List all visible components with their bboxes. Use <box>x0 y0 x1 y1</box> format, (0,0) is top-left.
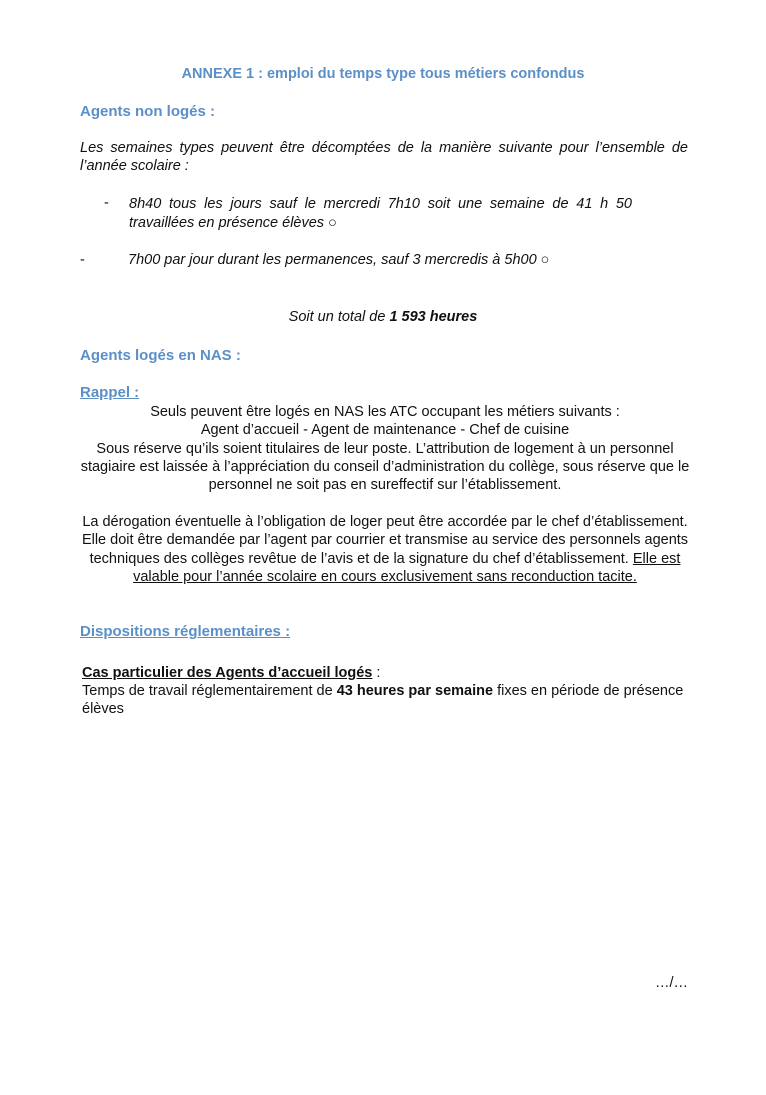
total-value: 1 593 heures <box>389 309 478 325</box>
page-title: ANNEXE 1 : emploi du temps type tous métiers confondus <box>181 66 585 82</box>
section-heading-agents-non-loges: Agents non logés : <box>80 103 215 120</box>
rappel-line: Seuls peuvent être logés en NAS les ATC occupant les métiers suivants : <box>150 404 620 420</box>
total-line <box>0 309 766 325</box>
cas-heading-suffix: : <box>372 665 381 681</box>
bullet-item: 8h40 tous les jours sauf le mercredi 7h10 soit une semaine de 41 h 50 travaillées en présence élèves ○ <box>129 196 632 231</box>
cas-text-line <box>82 682 692 718</box>
intro-paragraph: Les semaines types peuvent être décomptées de la manière suivante pour l’ensemble de l’année scolaire : <box>80 140 688 174</box>
rappel-block <box>80 403 690 494</box>
bullet-dash: - <box>80 252 85 268</box>
rappel-heading: Rappel : <box>80 384 140 401</box>
section-heading-agents-loges: Agents logés en NAS : <box>80 347 241 364</box>
derogation-paragraph <box>80 513 690 586</box>
bullet-dash: - <box>104 195 109 211</box>
cas-text-suffix: fixes en période de présence élèves <box>82 683 684 717</box>
cas-particulier-block <box>82 664 692 718</box>
section-heading-dispositions: Dispositions réglementaires : <box>80 623 291 640</box>
derogation-text: La dérogation éventuelle à l’obligation de loger peut être accordée par le chef d’établissement. Elle doit être demandée par l’agent par courrier et transmise au service des personnels agents techniques des collèges revêtue de l’avis et de la signature du chef d’établissement. <box>81 514 689 567</box>
page-continuation-marker: …/… <box>655 975 689 991</box>
bullet-item: 7h00 par jour durant les permanences, sauf 3 mercredis à 5h00 ○ <box>128 252 550 268</box>
cas-heading-line <box>82 664 692 682</box>
cas-text-prefix: Temps de travail réglementairement de <box>82 683 337 699</box>
rappel-line: Sous réserve qu’ils soient titulaires de leur poste. L’attribution de logement à un personnel stagiaire est laissée à l’appréciation du conseil d’administration du collège, sous réserve que le personnel ne soit pas en sureffectif sur l’établissement. <box>80 440 690 494</box>
rappel-line: Agent d’accueil - Agent de maintenance - Chef de cuisine <box>200 422 570 439</box>
total-prefix: Soit un total de <box>288 309 390 325</box>
derogation-underlined-text: Elle est valable pour l’année scolaire en cours exclusivement sans reconduction tacite. <box>133 550 681 585</box>
cas-heading: Cas particulier des Agents d’accueil logés <box>82 665 373 681</box>
cas-text-bold: 43 heures par semaine <box>336 683 494 699</box>
